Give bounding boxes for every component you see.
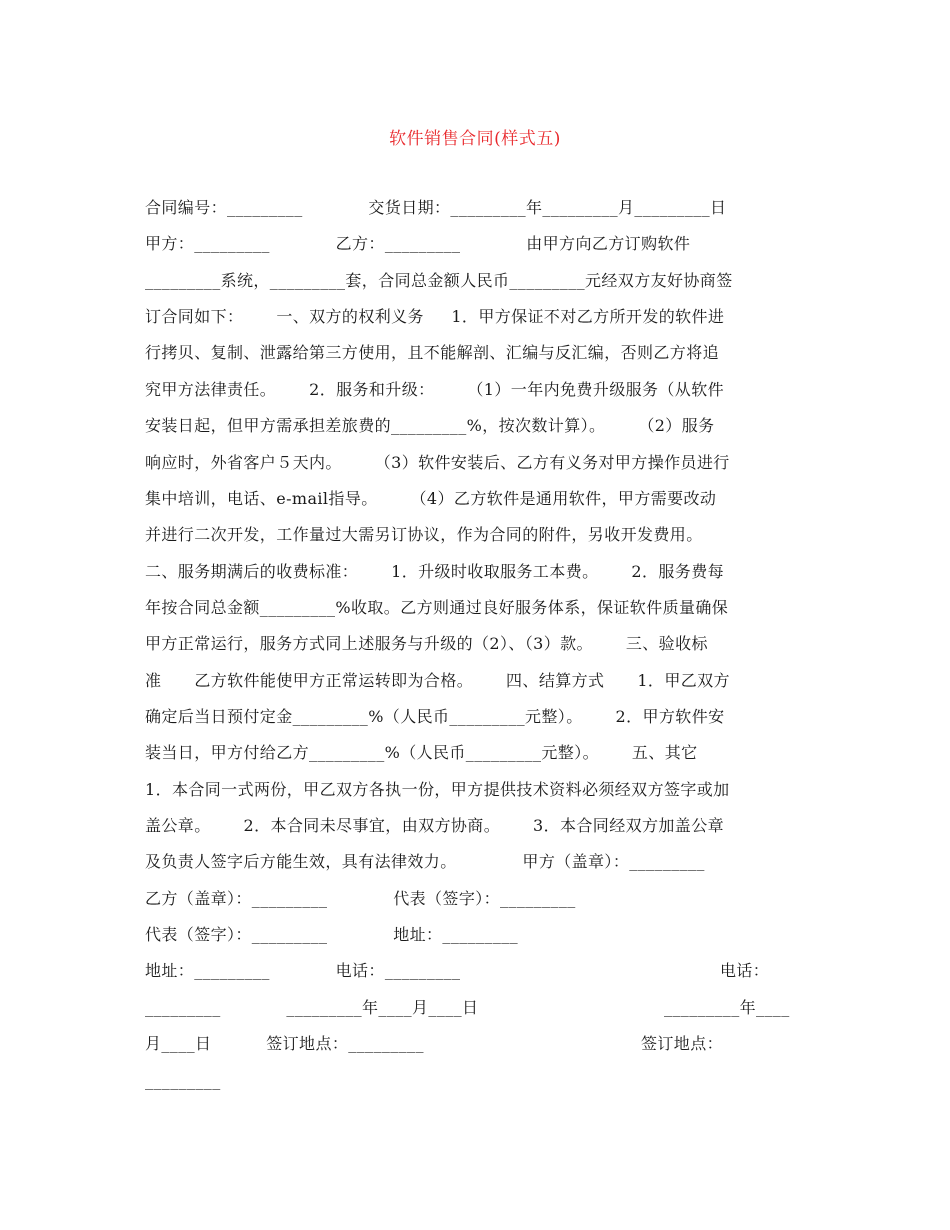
contract-line-5: 行拷贝、复制、泄露给第三方使用，且不能解剖、汇编与反汇编，否则乙方将追 — [145, 343, 720, 362]
document-title: 软件销售合同(样式五) — [389, 129, 561, 149]
right-phone-label: 电话： — [720, 961, 770, 980]
contract-line-19: 及负责人签字后方能生效，具有法律效力。 甲方（盖章）：_________ — [145, 852, 705, 871]
contract-line-20: 乙方（盖章）：_________ 代表（签字）：_________ — [145, 889, 576, 908]
contract-line-12: 年按合同总金额_________%收取。乙方则通过良好服务体系，保证软件质量确保 — [145, 598, 729, 617]
contract-line-16: 装当日，甲方付给乙方_________%（人民币_________元整）。 五、其它 — [145, 743, 698, 762]
right-date-line: _________年____ — [664, 998, 790, 1017]
contract-line-14: 准 乙方软件能使甲方正常运转即为合格。 四、结算方式 1．甲乙双方 — [145, 671, 730, 690]
contract-line-25: _________ — [145, 1071, 221, 1090]
contract-line-21: 代表（签字）：_________ 地址：_________ — [145, 925, 519, 944]
contract-line-22: 地址：_________ 电话：_________ — [145, 961, 461, 980]
contract-line-10: 并进行二次开发，工作量过大需另订协议，作为合同的附件，另收开发费用。 — [145, 525, 703, 544]
contract-line-1: 合同编号：_________ 交货日期：_________年_________月_________日 — [145, 198, 727, 217]
contract-line-24: 月____日 签订地点：_________ — [145, 1034, 424, 1053]
contract-line-17: 1．本合同一式两份，甲乙双方各执一份，甲方提供技术资料必须经双方签字或加 — [145, 780, 730, 799]
contract-line-9: 集中培训，电话、e-mail指导。 （4）乙方软件是通用软件，甲方需要改动 — [145, 489, 717, 508]
contract-line-13: 甲方正常运行，服务方式同上述服务与升级的（2）、（3）款。 三、验收标 — [145, 634, 708, 653]
contract-line-3: _________系统，_________套，合同总金额人民币_________元经双方友好协商签 — [145, 271, 733, 290]
contract-line-18: 盖公章。 2．本合同未尽事宜，由双方协商。 3．本合同经双方加盖公章 — [145, 816, 724, 835]
contract-line-11: 二、服务期满后的收费标准： 1．升级时收取服务工本费。 2．服务费每 — [145, 562, 724, 581]
contract-line-15: 确定后当日预付定金_________%（人民币_________元整）。 2．甲方软件安 — [145, 707, 725, 726]
contract-line-8: 响应时，外省客户５天内。 （3）软件安装后、乙方有义务对甲方操作员进行 — [145, 453, 730, 472]
contract-line-2: 甲方：_________ 乙方：_________ 由甲方向乙方订购软件 — [145, 234, 691, 253]
contract-line-23: _________ _________年____月____日 — [145, 998, 479, 1017]
right-signing-place-label: 签订地点： — [641, 1034, 724, 1053]
contract-line-7: 安装日起，但甲方需承担差旅费的_________%，按次数计算）。 （2）服务 — [145, 416, 715, 435]
contract-line-6: 究甲方法律责任。 2．服务和升级： （1）一年内免费升级服务（从软件 — [145, 380, 724, 399]
contract-line-4: 订合同如下： 一、双方的权利义务 1．甲方保证不对乙方所开发的软件进 — [145, 307, 725, 326]
